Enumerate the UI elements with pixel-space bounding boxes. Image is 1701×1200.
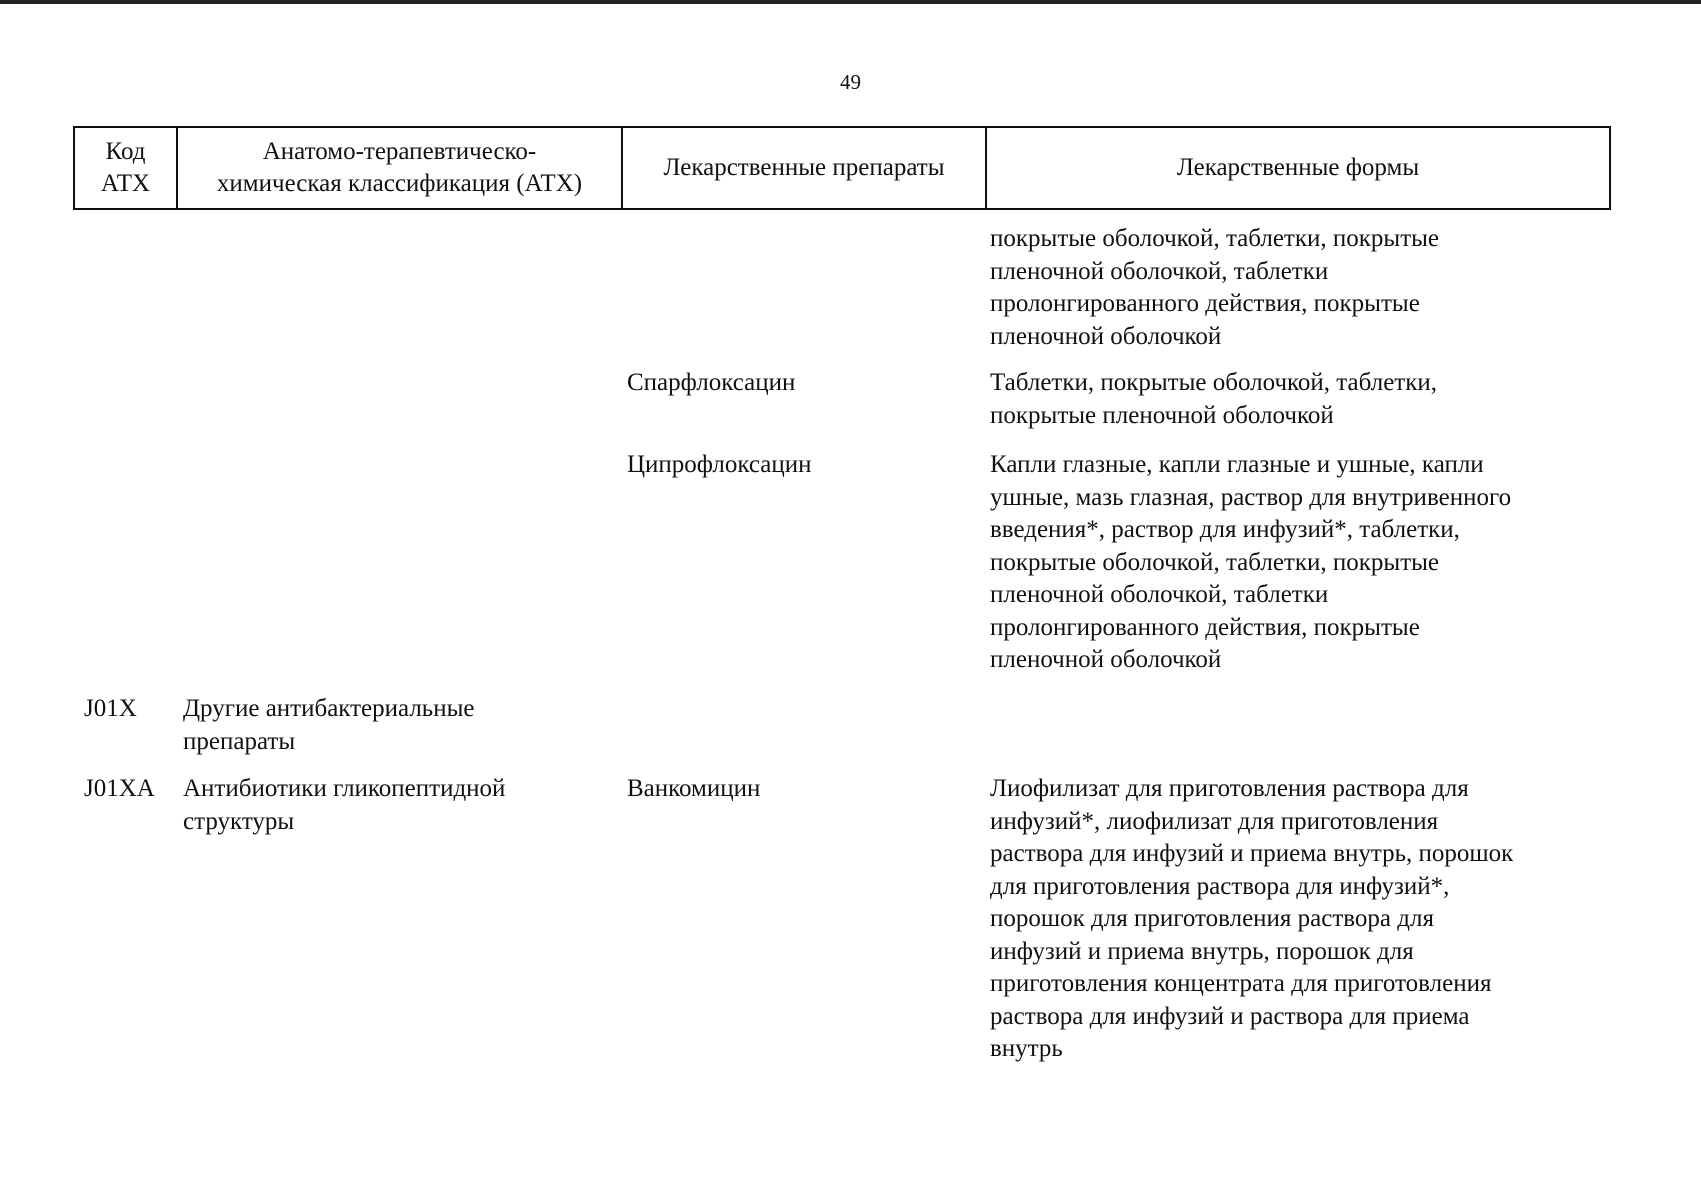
header-code-atx-label: Код АТХ: [100, 138, 151, 197]
header-code-atx: [75, 128, 178, 208]
header-drugs: [623, 128, 987, 208]
row-2-drug: Ципрофлоксацин: [627, 451, 812, 478]
row-3-atx: Другие антибактериальные препараты: [183, 695, 475, 755]
table-header: [73, 126, 1611, 210]
row-3-code: J01X: [84, 695, 137, 722]
row-4-drug: Ванкомицин: [627, 775, 761, 802]
page-number: 49: [840, 70, 861, 94]
row-4-forms: Лиофилизат для приготовления раствора для инфузий*, лиофилизат для приготовления раствора для инфузий и приема внутрь, порошок для приготовления раствора для инфузий*, порошок для приготовления раствора для инфузий и приема внутрь, порошок для приготовления концентрата для приготовления раствора для инфузий и раствора для приема внутрь: [990, 775, 1514, 1062]
header-forms-label: Лекарственные формы: [1176, 154, 1420, 181]
row-1-drug: Спарфлоксацин: [627, 369, 796, 396]
header-atx-classification-label: Анатомо-терапевтическо- химическая классификация (АТХ): [216, 138, 583, 197]
header-drugs-label: Лекарственные препараты: [663, 154, 945, 181]
scan-top-border: [0, 0, 1701, 4]
row-4-atx: Антибиотики гликопептидной структуры: [183, 775, 506, 835]
row-2-forms: Капли глазные, капли глазные и ушные, капли ушные, мазь глазная, раствор для внутривенного введения*, раствор для инфузий*, таблетки, покрытые оболочкой, таблетки, покрытые пленочной оболочкой, таблетки пролонгированного действия, покрытые пленочной оболочкой: [990, 451, 1512, 673]
header-forms: [987, 128, 1609, 208]
row-0-forms: покрытые оболочкой, таблетки, покрытые пленочной оболочкой, таблетки пролонгированного действия, покрытые пленочной оболочкой: [990, 225, 1440, 350]
row-4-code: J01XA: [84, 775, 155, 802]
row-1-forms: Таблетки, покрытые оболочкой, таблетки, покрытые пленочной оболочкой: [990, 369, 1437, 429]
header-atx-classification: [178, 128, 623, 208]
